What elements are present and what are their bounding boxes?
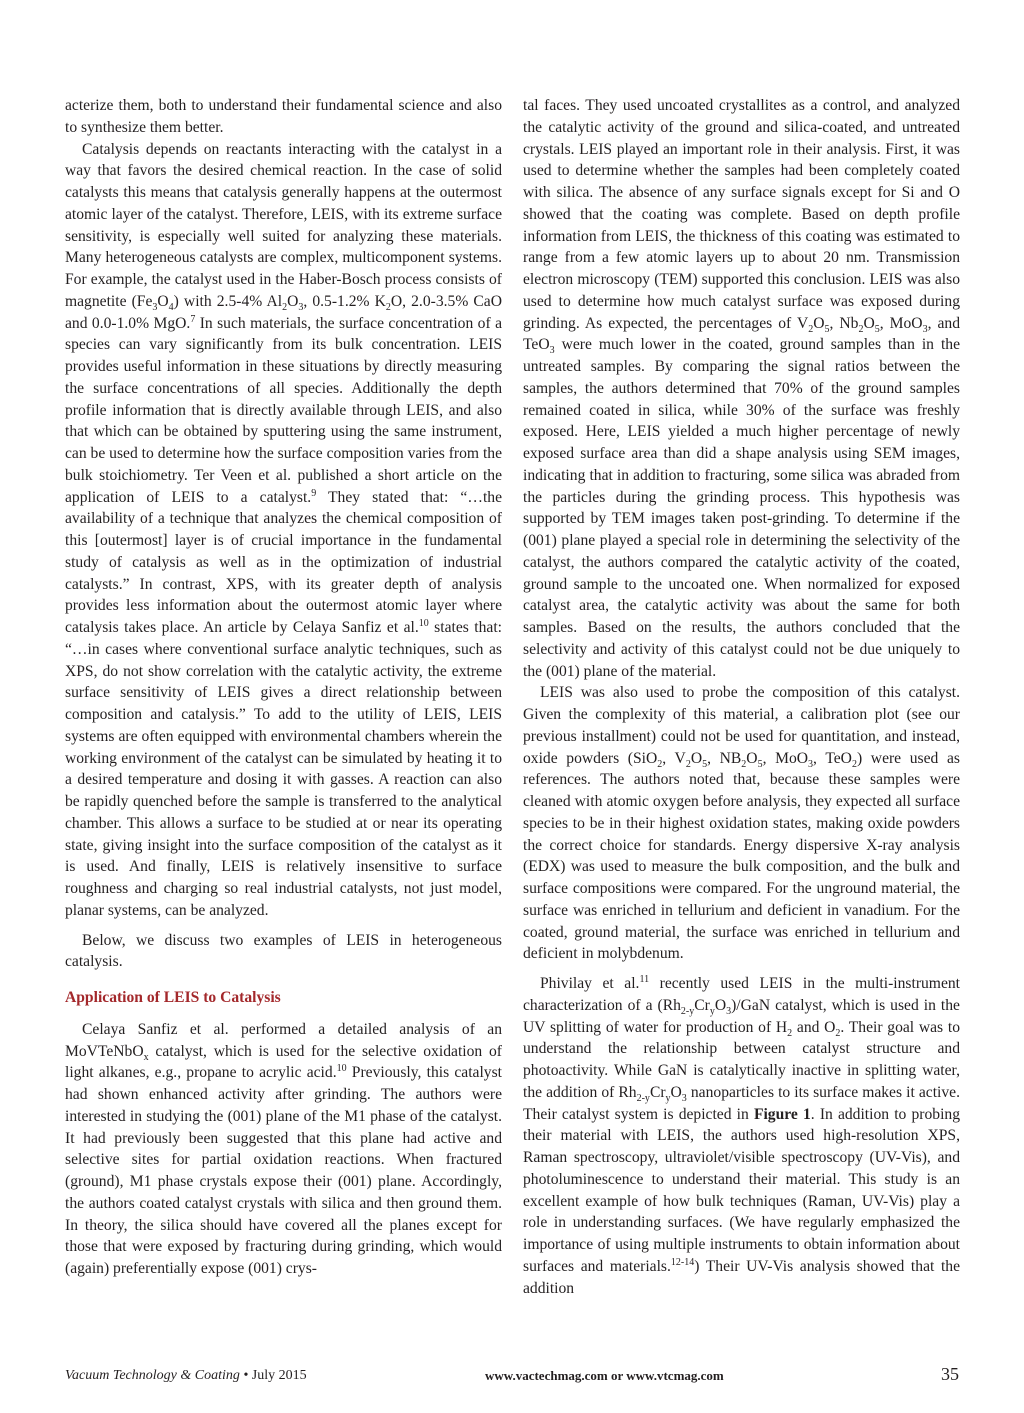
- paragraph: Catalysis depends on reactants interacting with the catalyst in a way that favors the desired chemical reaction. In the case of solid catalysts this means that catalysis generally happens at the outermost atomic layer of the catalyst. Therefore, LEIS, with its extreme surface sensitivity, is especially well suited for analyzing these materials. Many heterogeneous catalysts are complex, multicomponent systems. For example, the catalyst used in the Haber-Bosch process consists of magnetite $(Fe_3O_4)$ with 2.5-4% $Al_2O_3$, 0.5-1.2% $K_2O$, 2.0-3.5% CaO and 0.0-1.0% MgO.$^7$ In such materials, the surface concentration of a species can vary significantly from its bulk concentration. LEIS provides useful information in these situations by directly measuring the surface concentrations of all species. Additionally the depth profile information that is directly available through LEIS, and also that which can be obtained by sputtering using the same instrument, can be used to determine how the surface composition varies from the bulk stoichiometry. Ter Veen et al. published a short article on the application of LEIS to a catalyst.$^9$ They stated that: “…the availability of a technique that analyzes the chemical composition of this [outermost] layer is of crucial importance in the fundamental study of catalysis as well as in the optimization of industrial catalysts.” In contrast, XPS, with its greater depth of analysis provides less information about the outermost atomic layer where catalysis takes place. An article by Celaya Sanfiz et al.$^{10}$ states that: “…in cases where conventional surface analytic techniques, such as XPS, do not show correlation with the catalytic activity, the extreme surface sensitivity of LEIS gives a direct relationship between composition and catalysis.” To add to the utility of LEIS, LEIS systems are often equipped with environmental chambers wherein the working environment of the catalyst can be simulated by heating it to a desired temperature and dosing it with gasses. A reaction can also be rapidly quenched before the sample is transferred to the analytical chamber. This allows a surface to be studied at or near its operating state, giving insight into the surface composition of the catalyst as it is used. And finally, LEIS is relatively insensitive to surface roughness and charging so real industrial catalysts, not just model, planar systems, can be analyzed.: [65, 140, 502, 919]
- figure-reference-link[interactable]: Figure 1: [753, 1105, 811, 1123]
- paragraph: tal faces. They used uncoated crystallites as a control, and analyzed the catalytic activity of the ground and silica-coated, and untreated crystals. LEIS played an important role in their analysis. First, it was used to determine whether the samples had been completely coated with silica. The absence of any surface signals except for Si and O showed that the coating was complete. Based on depth profile information from LEIS, the thickness of this coating was estimated to range from a few atomic layers up to about 20 nm. Transmission electron microscopy (TEM) supported this conclusion. LEIS was also used to determine how much catalyst surface was exposed during grinding. As expected, the percentages of $V_2O_5$, $Nb_2O_5$, MoO$_3$, and TeO$_3$ were much lower in the coated, ground samples than in the untreated samples. By comparing the signal ratios between the samples, the authors determined that 70% of the ground samples remained coated in silica, while 30% of the surface was freshly exposed. Here, LEIS yielded a much higher percentage of newly exposed surface area than did a shape analysis using SEM images, indicating that in addition to fracturing, some silica was abraded from the particles during the grinding process. This hypothesis was supported by TEM images taken post-grinding. To determine if the (001) plane played a special role in determining the selectivity of the catalyst, the authors compared the catalytic activity of the coated, ground sample to the uncoated one. When normalized for exposed catalyst area, the catalytic activity was about the same for both samples. Based on the results, the authors concluded that the selectivity and activity of this catalyst could not be due uniquely to the (001) plane of the material.: [523, 97, 961, 680]
- paragraph: acterize them, both to understand their fundamental science and also to synthesize them better.: [65, 97, 502, 136]
- right-column: [523, 95, 960, 1299]
- page-footer: [65, 1366, 959, 1390]
- journal-name: Vacuum Technology & Coating • July 2015: [65, 1368, 307, 1383]
- section-heading: Application of LEIS to Catalysis: [65, 989, 281, 1006]
- paragraph: Phivilay et al.$^{11}$ recently used LEIS in the multi-instrument characterization of a $(Rh_{2-y}Cr_yO_3)$/GaN catalyst, which is used in the UV splitting of water for production of $H_2$ and $O_2$. Their goal was to understand the relationship between catalyst structure and photoactivity. While GaN is catalytically inactive in splitting water, the addition of $Rh_{2-y}Cr_yO_3$ nanoparticles to its surface makes it active. Their catalyst system is depicted in Figure 1. In addition to probing their material with LEIS, the authors used high-resolution XPS, Raman spectroscopy, ultraviolet/visible spectroscopy (UV-Vis), and photoluminescence to understand their material. This study is an excellent example of how bulk techniques (Raman, UV-Vis) play a role in understanding surfaces. (We have regularly emphasized the importance of using multiple instruments to obtain information about surfaces and materials.$^{12-14}$) Their UV-Vis analysis showed that the addition: [523, 973, 960, 1297]
- left-column: [65, 95, 502, 1280]
- website-url[interactable]: www.vactechmag.com or www.vtcmag.com: [485, 1368, 724, 1383]
- paragraph: LEIS was also used to probe the composition of this catalyst. Given the complexity of this material, a calibration plot (see our previous installment) could not be used for quantitation, and instead, oxide powders (SiO$_2$, $V_2O_5$, $NB_2O_5$, MoO$_3$, TeO$_2$) were used as references. The authors noted that, because these samples were cleaned with atomic oxygen before analysis, they expected all surface species to be in their highest oxidation states, making oxide powders the correct choice for standards. Energy dispersive X-ray analysis (EDX) was used to measure the bulk composition, and the bulk and surface compositions were compared. For the unground material, the surface was enriched in tellurium and deficient in vanadium. For the coated, ground material, the surface was enriched in tellurium and deficient in molybdenum.: [523, 684, 960, 963]
- paragraph: Below, we discuss two examples of LEIS in heterogeneous catalysis.: [65, 931, 502, 971]
- paragraph: Celaya Sanfiz et al. performed a detailed analysis of an MoVTeNbO$_x$ catalyst, which is used for the selective oxidation of light alkanes, e.g., propane to acrylic acid.$^{10}$ Previously, this catalyst had shown enhanced activity after grinding. The authors were interested in studying the (001) plane of the M1 phase of the catalyst. It had previously been suggested that this plane had active and selective sites for partial oxidation reactions. When fractured (ground), M1 phase crystals expose their (001) plane. Accordingly, the authors coated catalyst crystals with silica and then ground them. In theory, the silica should have covered all the planes except for those that were exposed by fracturing during grinding, which would (again) preferentially expose (001) crys-: [65, 1020, 502, 1277]
- page-number: 35: [941, 1364, 959, 1384]
